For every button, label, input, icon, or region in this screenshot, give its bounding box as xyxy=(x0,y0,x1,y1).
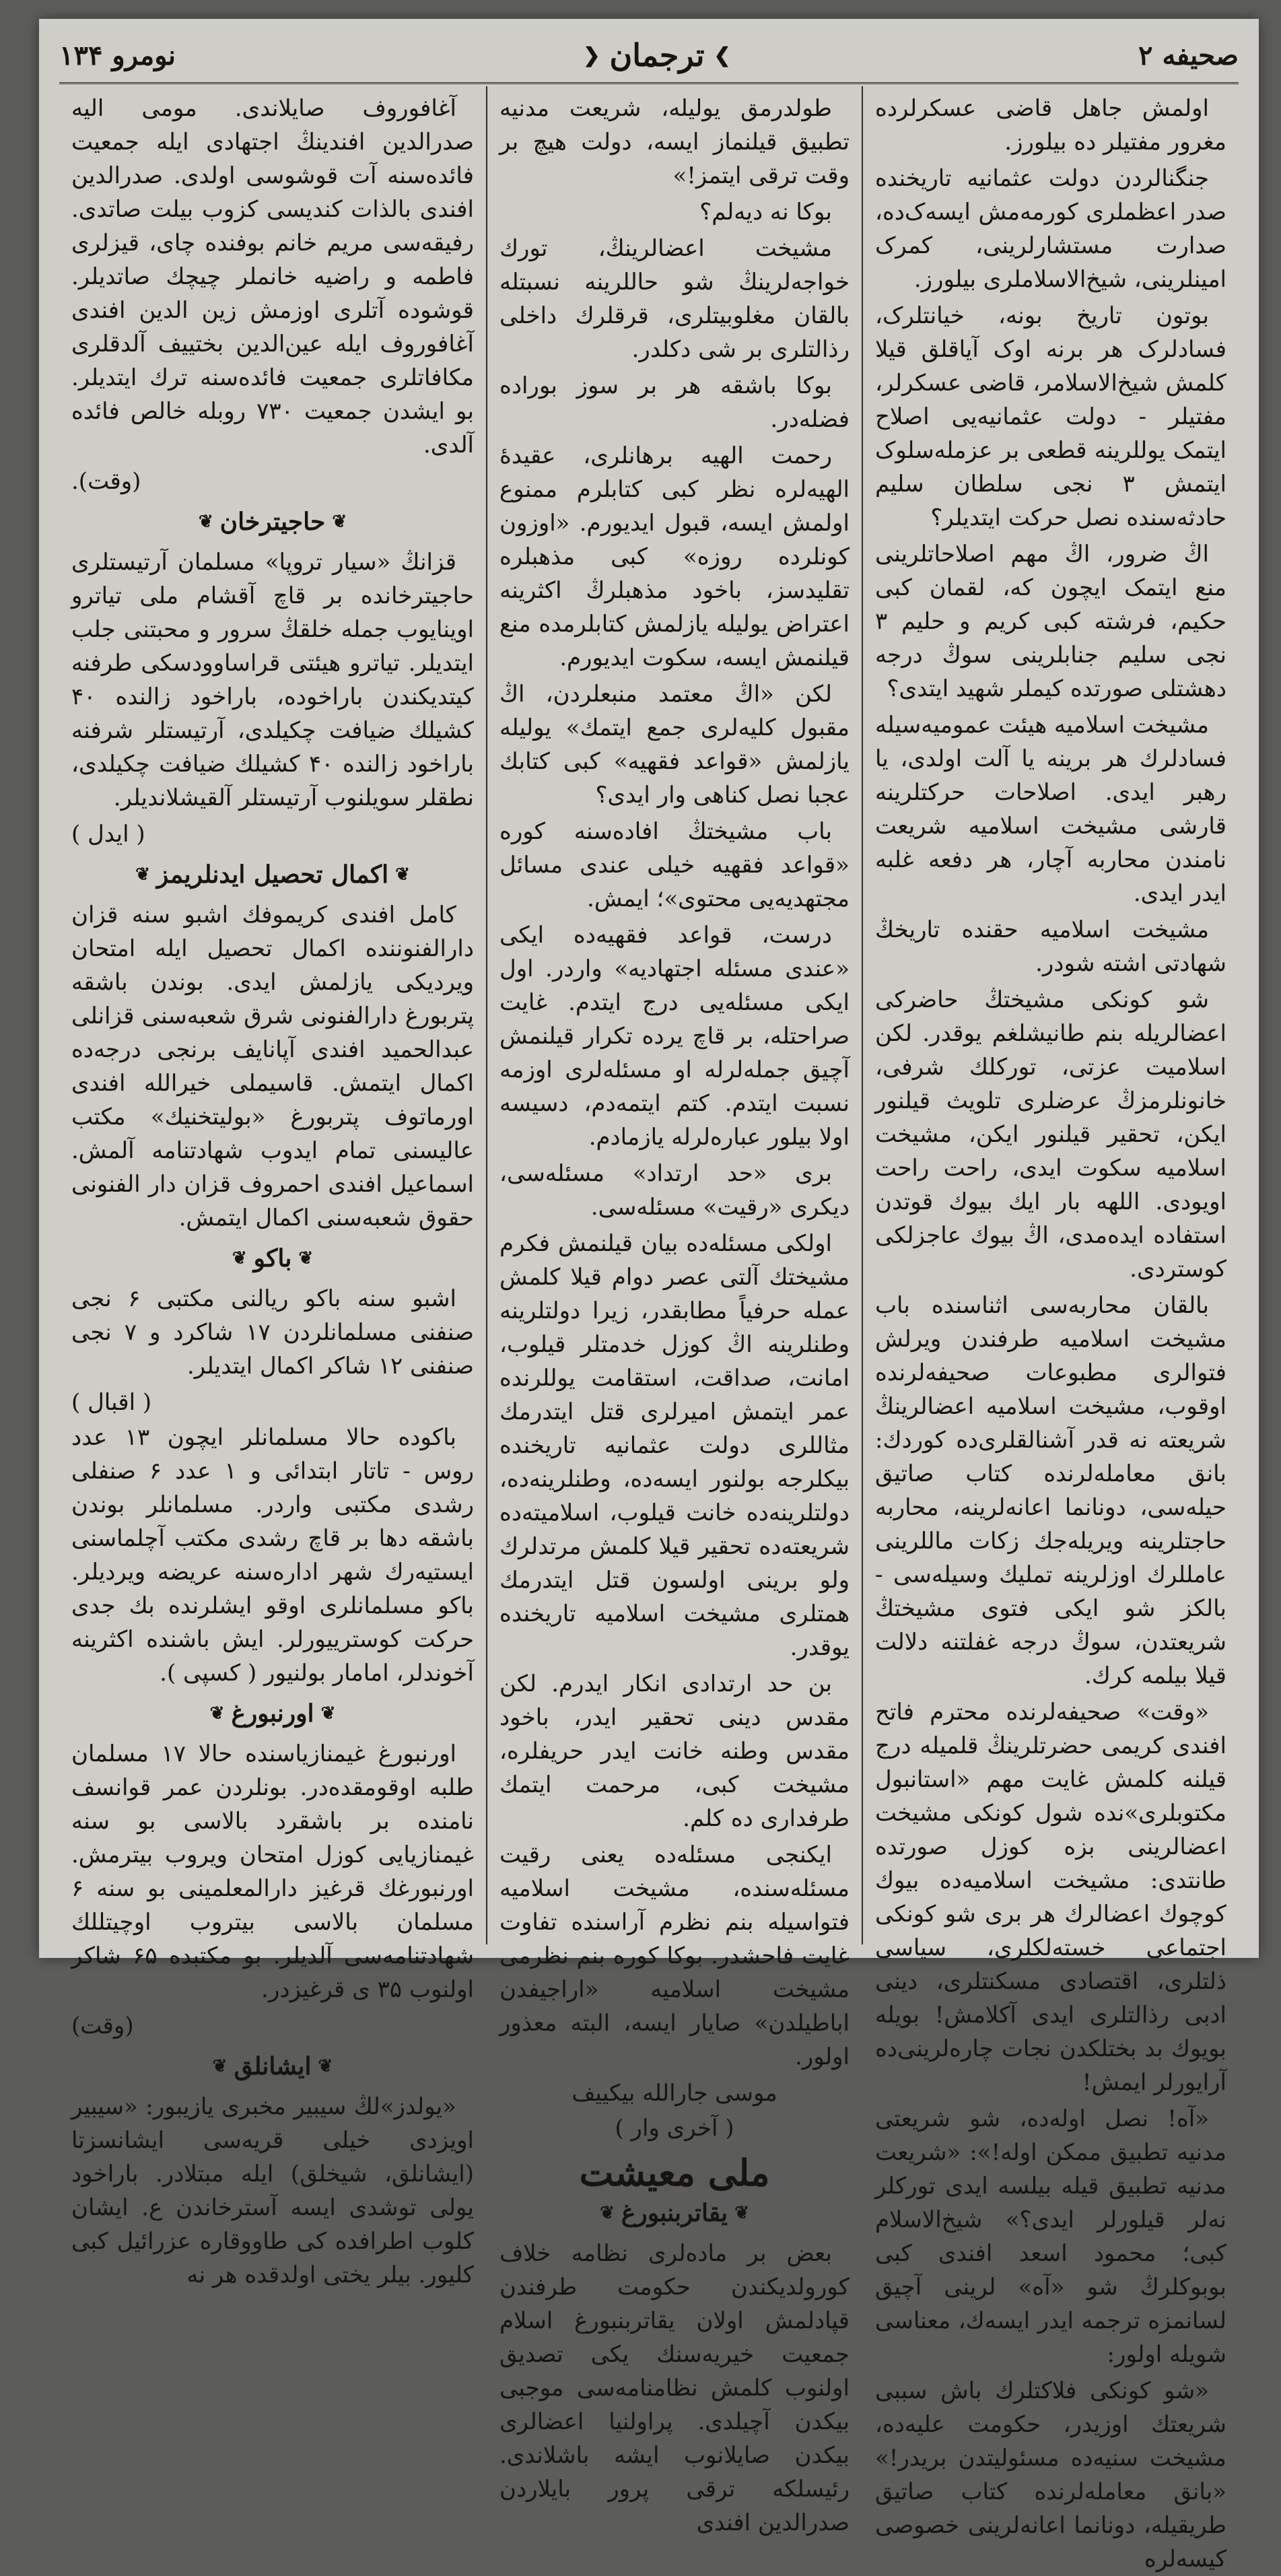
subsection-title: حاجیترخان xyxy=(219,508,326,536)
paragraph: «آه! نصل اوله‌ده، شو شریعتی مدنیه تطبیق ممکن اوله!»: «شریعت مدنیه تطبیق قیله بیلسه ایدی تورکلر نه‌لر قیلورلر ایدی؟» شیخ‌الاسلام کبی؛ محمود اسعد افندی کبی بوبوکلرڭ شو «آه» لرینی آچیق لسانمزه ترجمه ایدر ایسه‌ك، معناسی شویله اولور: xyxy=(875,2105,1226,2368)
newspaper-page xyxy=(39,19,1259,2573)
paragraph: اورنبورغ غیمنازیاسنده حالا ۱۷ مسلمان طلبه اوقومقده‌در. بونلردن عمر قوانسف نامنده بر باشقرد بالاسی بو سنه غیمنازیایی کوزل امتحان ویروب بیترمش. اورنبورغك قرغیز دارالمعلمینی بو سنه ۶ مسلمان بالاسی بیتروب اوچیتللك شهادتنامه‌سی آلدیلر. بو مکتبده ۶۵ شاکر اولنوب ۳۵ ی قرغیزدر. xyxy=(71,1740,475,2003)
paragraph: بری «حد ارتداد» مسئله‌سی، دیکری «رقیت» مسئله‌سی. xyxy=(499,1160,850,1221)
paragraph: بوتون تاریخ بونه، خیانتلرک، فسادلرک هر برنه اوک آیاقلق قیلا کلمش شیخ‌الاسلامر، قاضی عسکرلر، مفتیلر - دولت عثمانیه‌یی اصلاح ایتمک یوللرینه قطعی بر عزمله‌سلوک ایتمش ۳ نجی سلطان سلیم حادثه‌سنده نصل حرکت ایتدیلر؟ xyxy=(875,302,1226,531)
ornament-icon: ❦ xyxy=(395,865,410,885)
paragraph: لکن «اڭ معتمد منبعلردن، اڭ مقبول کلیه‌لری جمع ایتمك» یولیله یازلمش «قواعد فقهیه» کبی کتابك عجبا نصل کناهی وار ایدی؟ xyxy=(499,681,850,809)
ornament-icon: ❦ xyxy=(320,1703,336,1724)
paragraph: بوکا نه دیه‌لم؟ xyxy=(699,199,832,226)
subsection-heading xyxy=(71,858,474,891)
author-signature: موسی جارالله بیکییف xyxy=(572,2080,777,2107)
subsection-heading xyxy=(71,2049,474,2083)
subsection-title: یقاتربنبورغ xyxy=(621,2199,728,2227)
ornament-arrow-icon: ❯ xyxy=(714,43,731,67)
paragraph: آغافوروف صایلاندی. مومی الیه صدرالدین افندینڭ اجتهادی ایله جمعیت فائده‌سنه آت قوشوسی اولدی. صدرالدین افندی بالذات کندیسی کزوب بیلت صاتدی. رفیقه‌سی مریم خانم بوفنده چای، قیزلری فاطمه و راضیه خانملر چیچك صاتدیلر. قوشوده آتلری اوزمش زین الدین افندی آغافوروف ایله عین‌الدین بختییف آلدقلری مکافاتلری جمعیت فائده‌سنه ترك ایتدیلر. بو ایشدن جمعیت ۷۳۰ روبله خالص فائده آلدی. xyxy=(71,95,474,459)
paragraph: «وقت» صحیفه‌لرنده محترم فاتح افندی کریمی حضرتلرینڭ قلمیله درج قیلنه کلمش غایت مهم «استانبول مکتوبلری»‌نده شول کونکی مشیخت اعضالرینی بزه کوزل صورتده طانتدی: مشیخت اسلامیه‌ده بیوك کوچوك اعضالرك هر بری شو کونکی اجتماعی خسته‌لکلری، سیاسی ذلتلری، اقتصادی مسکنتلری، دینی ادبی رذالتلری ایدی آکلامش! بویله بویوك بد بختلکدن نجات چاره‌لرینی‌ده آرایورلر ایمش! xyxy=(875,1699,1226,2096)
subsection-title: ایشانلق xyxy=(234,2052,312,2080)
paragraph: اولکی مسئله‌ده بیان قیلنمش فکرم مشیختك آلتی عصر دوام قیلا کلمش عمله حرفیاً مطابقدر، زیرا دولتلرینه وطنلرینه اڭ کوزل خدمتلر قیلوب، امانت، صداقت، استقامت یوللرنده عمر ایتمش امیرلری قتل ایتدرمك مثاللری دولت عثمانیه تاریخنده بیکلرجه بولنور ایسه‌ده، وطنلرینه‌ده، دولتلرینه‌ده خانت قیلوب، اسلامیته‌ده شریعته‌ده تحقیر قیلا کلمش مرتدلرك ولو برینی اولسون قتل ایتدرمك همتلری مشیخت اسلامیه تاریخنده یوقدر. xyxy=(499,1230,850,1661)
page-header xyxy=(59,28,1239,84)
columns xyxy=(59,86,1239,2573)
ornament-icon: ❦ xyxy=(318,2056,333,2076)
ornament-icon: ❦ xyxy=(209,1703,225,1724)
paragraph: اولمش جاهل قاضی عسکرلرده مغرور مفتیلر ده بیلورز. xyxy=(875,95,1226,156)
ornament-icon: ❦ xyxy=(135,865,150,885)
paragraph: «یولدز»‌لڭ سیبیر مخبری یازیبور: «سیبیر اویزدی خیلی قریه‌سی ایشانسزتا (ایشانلق، شیخلق) ایله مبتلادر. باراخود یولی توشدی ایسه آسترخاندن ع. ایشان کلوب اطرافده کی طاووقاره عزرائیل کبی کلیور. بیلر یختی اولدقده هر نه xyxy=(71,2093,474,2289)
subsection-heading xyxy=(71,505,474,539)
column-middle xyxy=(487,86,863,2536)
subsection-heading xyxy=(71,1242,474,1275)
ornament-icon: ❦ xyxy=(332,512,347,532)
ornament-icon: ❦ xyxy=(600,2203,615,2223)
subsection-title: اکمال تحصیل ایدنلریمز xyxy=(156,860,389,889)
paragraph: مشیخت اعضالرینڭ، تورك خواجه‌لرینڭ شو حاللرینه نسبتله بالقان مغلوبیتلری، قرقلرك داخلی رذالتلری بر شی دکلدر. xyxy=(499,235,850,363)
source-label: (وقت). xyxy=(71,468,141,495)
ornament-icon: ❦ xyxy=(232,1248,247,1268)
source-label: (وقت) xyxy=(71,2012,134,2039)
paragraph: رحمت الهیه برهانلری، عقیدهٔ الهیه‌لره نظر کبی کتابلرم ممنوع اولمش ایسه، قبول ایدیورم. «اوزون کونلرده روزه» کبی مذهبلره تقلیدسز، باخود مذهبلرڭ اکثرینه اعتراض یولیله یازلمش کتابلرمده منع قیلنمش ایسه، سکوت ایدیورم. xyxy=(499,442,850,671)
issue-number: نومرو ۱۳۴ xyxy=(59,39,176,71)
paragraph: کامل افندی کریموفك اشبو سنه قزان دارالفنوننده اکمال تحصیل ایله امتحان ویردیکی یازلمش ایدی. بوندن باشقه پتربورغ دارالفنونی شرق شعبه‌سنی قزانلی عبدالحمید افندی آپانایف برنجی درجه‌ده اکمال ایتمش. قاسیملی خیرالله افندی اورماتوف پتربورغ «بولیتخنیك» مکتب عالیسنی تمام ایدوب شهادتنامه آلمش. اسماعیل افندی احمروف قزان دار الفنونی حقوق شعبه‌سنی اکمال ایتمش. xyxy=(71,902,474,1231)
ornament-icon: ❦ xyxy=(198,512,213,532)
subsection-heading xyxy=(499,2196,850,2230)
paragraph: ایکنجی مسئله‌ده یعنی رقیت مسئله‌سنده، مشیخت اسلامیه فتواسیله بنم نظرم آراسنده تفاوت غایت فاحشدر. بوکا کوره بنم نظرمی مشیخت اسلامیه «اراجیفدن اباطیلدن» صایار ایسه، البته معذور اولور. xyxy=(499,1841,850,2070)
paragraph: مشیخت اسلامیه حقنده تاریخڭ شهادتی اشته شودر. xyxy=(875,916,1226,977)
paragraph: باب مشیختڭ افاده‌سنه کوره «قواعد فقهیه خیلی عندی مسائل مجتهدیه‌یی محتوی»؛ ایمش. xyxy=(499,818,850,912)
ornament-icon: ❦ xyxy=(734,2203,749,2223)
paragraph: اڭ ضرور، اڭ مهم اصلاحاتلرینی منع ایتمک ایچون که، لقمان کبی حکیم، فرشته کبی کریم و حلیم ۳ نجی سلیم جنابلرینی سوڭ درجه دهشتلی صورتده کیملر شهید ایتدی؟ xyxy=(875,541,1226,702)
column-left xyxy=(59,86,487,2289)
paragraph: شو کونکی مشیختڭ حاضرکی اعضالریله بنم طانیشلغم یوقدر. لکن اسلامیت عزتی، تورکلك شرفی، خانونلرمزڭ عرضلری تلویث قیلنور ایکن، تحقیر قیلنور ایکن، مشیخت اسلامیه سکوت ایدی، راحت راحت اویودی. اللهه بار ایك بیوك قوتدن استفاده ایده‌مدی، اڭ بیوك عاجزلکی کوستردی. xyxy=(875,986,1226,1283)
masthead xyxy=(583,37,730,73)
subsection-title: اورنبورغ xyxy=(231,1699,314,1728)
newspaper-title: ترجمان xyxy=(609,37,705,73)
source-label: ( ایدل ) xyxy=(71,821,145,848)
ornament-icon: ❦ xyxy=(298,1248,314,1268)
paragraph: بالقان محاربه‌سی اثناسنده باب مشیخت اسلامیه طرفندن ویرلش فتوالری مطبوعات صحیفه‌لرنده اوقوب، مشیخت اسلامیه اعضالرینڭ شریعته نه قدر آشنالقلری‌ده کوردك: بانق معامله‌لرنده کتاب صاتیق حیله‌سی، دونانما اعانه‌لرینه، محاربه حاجتلرینه ویریله‌جك زکات ماللرینی عامللرك اوزلرینه تملیك وسیله‌سی - بالکز شو ایکی فتوی مشیختڭ شریعتدن، سوڭ درجه غفلتنه دلالت قیلا بیلمه کرك. xyxy=(875,1292,1226,1689)
page-label: صحیفه ۲ xyxy=(1138,39,1239,71)
paragraph: مشیخت اسلامیه هیئت عمومیه‌سیله فسادلرك هر برینه یا آلت اولدی، یا رهبر ایدی. اصلاحات حرکتلرینه قارشی مشیخت اسلامیه شریعت نامندن محاربه آچار، هر دفعه غلبه ایدر ایدی. xyxy=(875,712,1226,907)
paragraph: باکوده حالا مسلمانلر ایچون ۱۳ عدد روس - تاتار ابتدائی و ۱ عدد ۶ صنفلی رشدی مکتبی واردر. مسلمانلر بوندن باشقه دها بر قاچ رشدی مکتب آچلماسنی ایستیه‌رك شهر اداره‌سنه عریضه ویردیلر. باکو مسلمانلری اوقو ایشلرنده بك جدی حرکت کوسترییورلر. ایش باشنده اکثرینه آخوندلر، امامار بولنیور ( کسپی ). xyxy=(71,1424,475,1687)
paragraph: اشبو سنه باکو ریالنی مکتبی ۶ نجی صنفنی مسلمانلردن ۱۷ شاکرد و ۷ نجی صنفنی ۱۲ شاکر اکمال ایتدیلر. xyxy=(71,1285,474,1380)
column-right xyxy=(863,86,1239,2573)
paragraph: درست، قواعد فقهیه‌ده ایکی «عندی مسئله اجتهادیه» واردر. اول ایکی مسئله‌یی درج ایتدم. غایت صراحتله، بر قاچ یرده تکرار قیلنمش آچیق جمله‌لرله او مسئله‌لری اوزمه نسبت ایتدم. کتم ایتمه‌دم، دسیسه اولا بیلور عباره‌لرله یازمادم. xyxy=(499,922,850,1151)
paragraph: طولدرمق یولیله، شریعت مدنیه تطبیق قیلنماز ایسه، دولت هیچ بر وقت ترقی ایتمز!» xyxy=(499,95,850,189)
paragraph: بعض بر ماده‌لری نظامه خلاف کورولدیکندن حکومت طرفندن قپادلمش اولان یقاتربنبورغ اسلام جمعیت خیریه‌سنك یکی تصدیق اولنوب کلمش نظامنامه‌سی موجبی بیکدن آچیلدی. پراولنیا اعضالری بیکدن صایلانوب ایشه باشلاندی. رئیسلکه ترقی پرور بایلاردن صدرالدین افندی xyxy=(499,2240,850,2536)
subsection-title: باکو xyxy=(253,1244,292,1273)
paragraph: «شو کونکی فلاکتلرك باش سببی شریعتك اوزیدر، حکومت علیه‌ده، مشیخت سنیه‌ده مسئولیتدن بریدر!» «بانق معامله‌لرنده کتاب صاتیق طریقیله، دونانما اعانه‌لرینی خصوصی کیسه‌لره xyxy=(875,2377,1226,2573)
section-title: ملی معیشت xyxy=(579,2151,770,2194)
subsection-heading xyxy=(71,1697,474,1730)
source-label: ( اقبال ) xyxy=(71,1389,152,1416)
paragraph: قزانڭ «سیار تروپا» مسلمان آرتیستلری حاجیترخانده بر قاچ آقشام ملی تیاترو اوینایوب جمله خلقڭ سرور و محبتنی جلب ایتدیلر. تیاترو هیئتی قراساوودسکی طرفنه کیتدیکندن باراخوده، باراخود زالنده ۴۰ کشیلك ضیافت چکیلدی، آرتیستلر شرفنه باراخود زالنده ۴۰ کشیلك ضیافت چکیلدی، نطقلر سویلنوب آرتیستلر آلقیشلاندیلر. xyxy=(71,549,474,811)
ornament-icon: ❦ xyxy=(212,2056,228,2076)
paragraph: جنگنالردن دولت عثمانیه تاریخنده صدر اعظملری کورمه‌مش ایسه‌ک‌ده، صدارت مستشارلرینی، کمرک امینلرینی، شیخ‌الاسلاملری بیلورز. xyxy=(875,165,1226,293)
paragraph: بوکا باشقه هر بر سوز بوراده فضله‌در. xyxy=(499,372,850,433)
continued-note: ( آخری وار ) xyxy=(615,2115,734,2142)
paragraph: بن حد ارتدادی انکار ایدرم. لکن مقدس دینی تحقیر ایدر، باخود مقدس وطنه خانت ایدر حریفلره، مشیخت کبی، مرحمت ایتمك طرفداری ده کلم. xyxy=(499,1670,850,1832)
ornament-arrow-icon: ❮ xyxy=(583,43,600,67)
